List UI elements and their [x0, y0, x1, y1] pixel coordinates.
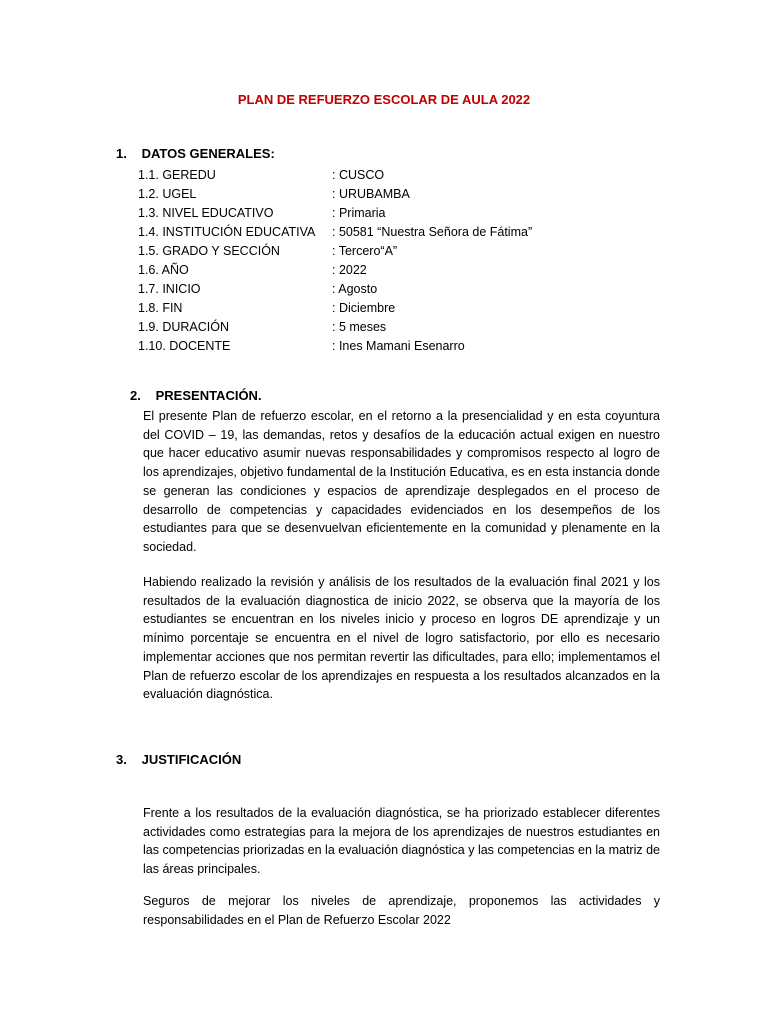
datos-generales-table: [138, 166, 532, 356]
table-row: [138, 318, 532, 337]
table-row: [138, 299, 532, 318]
row-label: 1.1. GEREDU: [138, 168, 216, 182]
row-value: : Agosto: [332, 282, 378, 296]
row-label: 1.4. INSTITUCIÓN EDUCATIVA: [138, 225, 316, 239]
row-label: 1.9. DURACIÓN: [138, 320, 229, 334]
table-row: [138, 185, 532, 204]
row-value: : CUSCO: [332, 168, 385, 182]
row-value: : 50581 “Nuestra Señora de Fátima”: [332, 225, 533, 239]
row-value: : 5 meses: [332, 320, 387, 334]
row-label: 1.8. FIN: [138, 301, 183, 315]
section-heading-justificacion: [116, 752, 241, 767]
paragraph: Habiendo realizado la revisión y análisis de los resultados de la evaluación final 2021 y los resultados de la evaluación diagnostica de inicio 2022, se observa que la mayoría de los estudiantes se encuentran en los niveles inicio y proceso en logros DE aprendizaje y un mínimo porcentaje se encuentra en el nivel de logro satisfactorio, por ello es necesario implementar acciones que nos permitan revertir las dificultades, para ello; implementamos el Plan de refuerzo escolar de los aprendizajes en respuesta a los resultados alcanzados en la evaluación diagnóstica.: [143, 575, 660, 702]
row-value: : URUBAMBA: [332, 187, 410, 201]
section-title: JUSTIFICACIÓN: [141, 752, 242, 767]
row-label: 1.6. AÑO: [138, 263, 189, 277]
paragraph: El presente Plan de refuerzo escolar, en el retorno a la presencialidad y en esta coyuntura del COVID – 19, las demandas, retos y desafíos de la educación actual exigen en nuestro que hacer educativo asumir nuevas responsabilidades y compromisos respecto al logro de los aprendizajes, objetivo fundamental de la Institución Educativa, es en esta instancia donde se generan las condiciones y espacios de aprendizaje desplegados en el proceso de desarrollo de competencias y capacidades evidenciados en los desempeños de los estudiantes para que se desenvuelvan eficientemente en la comunidad y plenamente en la sociedad.: [143, 409, 660, 554]
section-number: 1.: [116, 146, 127, 161]
section-heading-datos-generales: [116, 146, 275, 161]
table-row: [138, 166, 532, 185]
row-value: : 2022: [332, 263, 367, 277]
section-number: 2.: [130, 388, 141, 403]
table-row: [138, 337, 532, 356]
paragraph: Seguros de mejorar los niveles de aprendizaje, proponemos las actividades y responsabilidades en el Plan de Refuerzo Escolar 2022: [143, 894, 660, 927]
row-label: 1.7. INICIO: [138, 282, 201, 296]
section-number: 3.: [116, 752, 127, 767]
table-row: [138, 223, 532, 242]
row-value: : Tercero“A”: [332, 244, 398, 258]
table-row: [138, 242, 532, 261]
row-value: : Ines Mamani Esenarro: [332, 339, 465, 353]
table-row: [138, 204, 532, 223]
section-title: DATOS GENERALES:: [141, 146, 275, 161]
row-value: : Primaria: [332, 206, 386, 220]
row-label: 1.3. NIVEL EDUCATIVO: [138, 206, 274, 220]
table-row: [138, 261, 532, 280]
row-value: : Diciembre: [332, 301, 396, 315]
row-label: 1.2. UGEL: [138, 187, 197, 201]
section-title: PRESENTACIÓN.: [155, 388, 262, 403]
table-row: [138, 280, 532, 299]
document-title: PLAN DE REFUERZO ESCOLAR DE AULA 2022: [237, 92, 531, 107]
row-label: 1.10. DOCENTE: [138, 339, 231, 353]
section-heading-presentacion: [130, 388, 262, 403]
row-label: 1.5. GRADO Y SECCIÓN: [138, 244, 280, 258]
paragraph: Frente a los resultados de la evaluación diagnóstica, se ha priorizado establecer diferentes actividades como estrategias para la mejora de los aprendizajes de nuestros estudiantes en las competencias priorizadas en la evaluación diagnóstica y las competencias en la matriz de las áreas principales.: [143, 806, 660, 877]
